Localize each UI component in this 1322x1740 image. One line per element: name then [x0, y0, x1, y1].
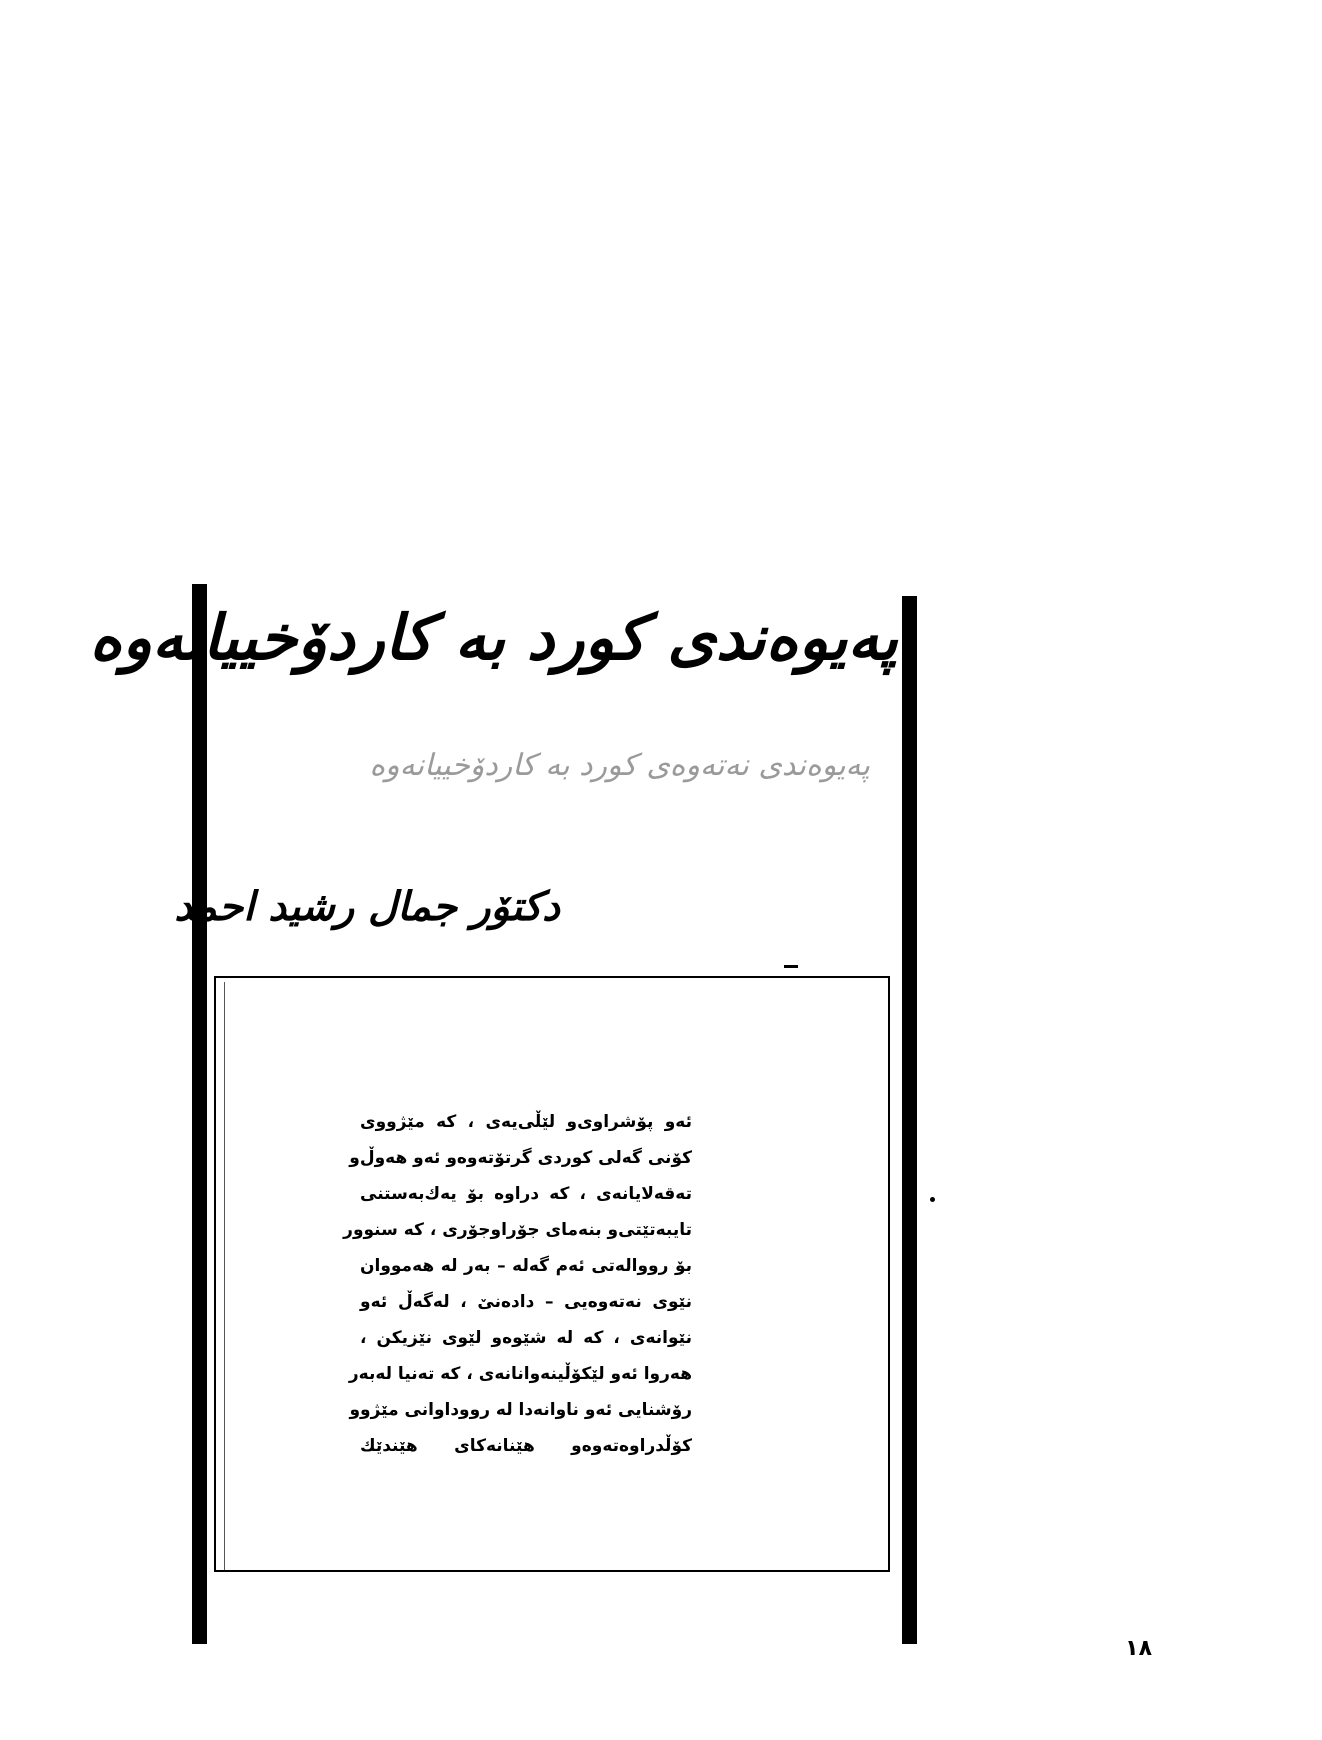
- paragraph-line: هەروا ئەو لێکۆڵینەوانانەی ، کە تەنیا لەبەر: [348, 1364, 692, 1384]
- paragraph-line: تایبەتێتی‌و بنەمای جۆراوجۆری ، کە سنوور: [343, 1220, 692, 1240]
- margin-dot: [930, 1197, 935, 1202]
- right-vertical-bar: [902, 596, 917, 1644]
- paragraph-line: بۆ رووالەتی ئەم گەلە – بەر لە هەمووان: [360, 1256, 692, 1276]
- frame-inner-line: [224, 982, 225, 1570]
- intro-paragraph: [343, 1104, 692, 1464]
- small-dash-mark: [784, 965, 798, 968]
- paragraph-line: کۆڵدراوەتەوەو هێنانەکای هێندێك: [360, 1436, 692, 1456]
- left-vertical-bar: [192, 584, 207, 1644]
- paragraph-line: رۆشنایی ئەو ناوانەدا لە رووداوانی مێژوو: [349, 1400, 692, 1420]
- paragraph-line: ئەو پۆشراوی‌و لێڵی‌یەی ، کە مێژووی: [360, 1112, 692, 1132]
- paragraph-line: تەقەلایانەی ، کە دراوە بۆ یەك‌بەستنی: [360, 1184, 692, 1204]
- paragraph-line: کۆنی گەلی کوردی گرتۆتەوەو ئەو هەوڵ‌و: [349, 1148, 692, 1168]
- page-number: ١٨: [1125, 1636, 1152, 1661]
- article-title: پەیوەندی کورد بە کاردۆخییانەوە: [89, 601, 898, 674]
- author-name: دکتۆر جمال رشید احمد: [174, 883, 560, 930]
- paragraph-line: نێوی نەتەوەیی – دادەنێ ، لەگەڵ ئەو: [360, 1292, 692, 1312]
- paragraph-line: نێوانەی ، کە لە شێوەو لێوی نێزیکن ،: [360, 1328, 692, 1348]
- article-subtitle: پەیوەندی نەتەوەی کورد بە کاردۆخییانەوە: [369, 748, 870, 783]
